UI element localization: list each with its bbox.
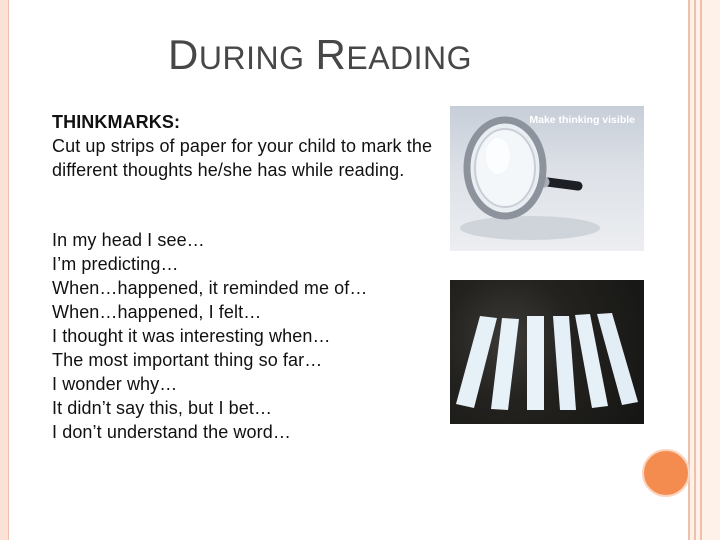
prompt-item: When…happened, I felt… xyxy=(52,302,262,322)
intro-text xyxy=(52,110,447,182)
prompt-item: I wonder why… xyxy=(52,374,178,394)
paper-strips-image xyxy=(450,280,644,424)
prompt-list xyxy=(52,228,447,444)
slide-title: DURING READING xyxy=(168,31,473,78)
prompt-item: In my head I see… xyxy=(52,230,205,250)
prompt-item: I thought it was interesting when… xyxy=(52,326,331,346)
thinkmarks-heading: THINKMARKS: xyxy=(52,112,181,132)
prompt-item: The most important thing so far… xyxy=(52,350,323,370)
left-border xyxy=(0,0,9,540)
right-border xyxy=(688,0,720,540)
magnifier-caption: Make thinking visible xyxy=(529,114,635,126)
intro-body: Cut up strips of paper for your child to mark the different thoughts he/she has while reading. xyxy=(52,136,433,180)
magnifying-glass-image xyxy=(450,106,644,251)
prompt-item: When…happened, it reminded me of… xyxy=(52,278,368,298)
decorative-orange-circle xyxy=(642,449,690,497)
prompt-item: I’m predicting… xyxy=(52,254,179,274)
prompt-item: I don’t understand the word… xyxy=(52,422,291,442)
prompt-item: It didn’t say this, but I bet… xyxy=(52,398,273,418)
